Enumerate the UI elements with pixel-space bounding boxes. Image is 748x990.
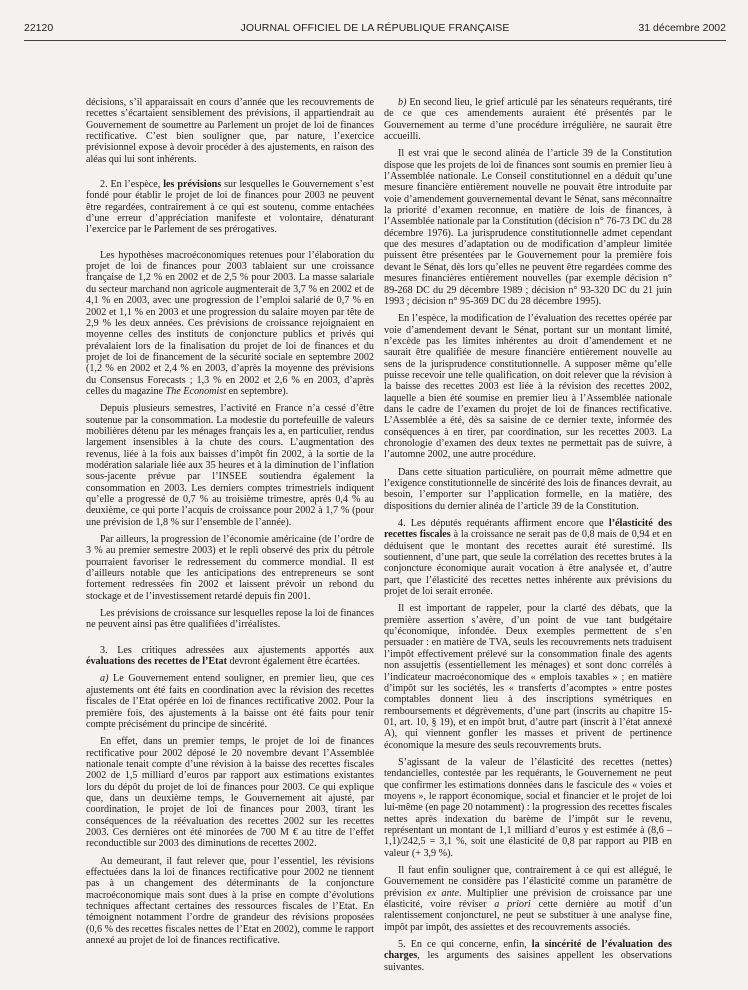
right-column: [384, 97, 672, 979]
paragraph: 3. Les critiques adressées aux ajustements apportés aux évaluations des recettes de l’Etat devront également être écartées.: [86, 644, 374, 668]
paragraph: 4. Les députés requérants affirment encore que l’élasticité des recettes fiscales à la croissance ne serait pas de 0,8 mais de 0,94 et en déduisent que le montant des recettes aurait été surestimé. Ils soutiennent, d’une part, que seule la corrélation des recettes brutes à la conjoncture économique aurait vocation à être analysée et, d’autre part, que l’élasticité des recettes nettes inhérente aux prévisions du projet de loi serait erronée.: [384, 518, 673, 598]
journal-title: JOURNAL OFFICIEL DE LA RÉPUBLIQUE FRANÇAISE: [240, 22, 510, 34]
paragraph: Il est vrai que le second alinéa de l’article 39 de la Constitution dispose que les projets de loi de finances sont soumis en premier lieu à l’Assemblée nationale. Le Conseil constitutionnel en a déduit qu’une mesure financière entièrement nouvelle ne pouvait être introduite par voie d’amendement gouvernemental devant le Sénat, sans méconnaître la priorité d’examen reconnue, en matière de lois de finances, à l’Assemblée nationale par la Constitution (décision n° 76-73 DC du 28 décembre 1976). La jurisprudence constitutionnelle admet cependant que des mesures d’adaptation ou de modification d’ampleur limitée puissent être présentées par le Gouvernement pour la première fois devant le Sénat, dès lors qu’elles ne peuvent être regardées comme des mesures financières entièrement nouvelles (par exemple décision n° 89-268 DC du 29 décembre 1989 ; décision n° 93-320 DC du 21 juin 1993 ; décision n° 95-369 DC du 28 décembre 1995).: [384, 148, 672, 307]
paragraph: Par ailleurs, la progression de l’économie américaine (de l’ordre de 3 % au premier semestre 2003) et le repli observé des prix du pétrole pourraient favoriser le redressement du commerce mondial. Il est d’ailleurs notable que les anticipations des entrepreneurs se sont fortement redressées fin 2002 et laissent prévoir un rebond du stockage et de l’investissement retardé depuis fin 2001.: [86, 534, 374, 602]
paragraph: 5. En ce qui concerne, enfin, la sincérité de l’évaluation des charges, les arguments des saisines appellent les observations suivantes.: [384, 939, 672, 973]
paragraph: Dans cette situation particulière, on pourrait même admettre que l’exigence constitutionnelle de sincérité des lois de finances devrait, au besoin, l’emporter sur l’application formelle, en la matière, des dispositions du dernier alinéa de l’article 39 de la Constitution.: [384, 466, 672, 512]
header-rule: [24, 40, 726, 41]
paragraph: décisions, s’il apparaissait en cours d’année que les recouvrements de recettes s’écartaient sensiblement des prévisions, il appartiendrait au Gouvernement de soumettre au Parlement un projet de loi de finances rectificative. C’est bien souligner que, par nature, l’exercice prévisionnel expose à devoir procéder à des ajustements, en raison des aléas qui lui sont inhérents.: [86, 97, 374, 165]
paragraph: Il faut enfin souligner que, contrairement à ce qui est allégué, le Gouvernement ne considère pas l’élasticité comme un paramètre de prévision ex ante. Multiplier une prévision de croissance par une élasticité, voire réviser a priori cette dernière au motif d’un ralentissement conjoncturel, ne peut se substituer à une analyse fine, impôt par impôt, des assiettes et des recouvrements associés.: [384, 865, 673, 933]
left-column: [86, 97, 374, 952]
page-number: 22120: [24, 22, 54, 34]
paragraph: Au demeurant, il faut relever que, pour l’essentiel, les révisions effectuées dans la loi de finances rectificative pour 2002 ne tiennent pas à un changement des déterminants de la conjoncture macroéconomique mais sont dues à la prise en compte d’évolutions techniques affectant certaines des ressources fiscales de l’Etat. En témoignent notamment l’ordre de grandeur des révisions proposées (0,6 % des recettes fiscales nettes de l’Etat en 2002), comme le rapport annexé au projet de loi de finances rectificative.: [86, 855, 374, 947]
issue-date: 31 décembre 2002: [638, 22, 726, 34]
paragraph: 2. En l’espèce, les prévisions sur lesquelles le Gouvernement s’est fondé pour établir le projet de loi de finances pour 2003 ne peuvent être regardées, contrairement à ce qui est soutenu, comme entachées d’une erreur d’appréciation manifeste et volontaire, dénaturant l’exercice par le Parlement de ses prérogatives.: [86, 179, 374, 236]
paragraph: Les hypothèses macroéconomiques retenues pour l’élaboration du projet de loi de finances pour 2003 tablaient sur une croissance française de 1,2 % en 2002 et de 2,5 % pour 2003. La masse salariale du secteur marchand non agricole augmenterait de 3,7 % en 2002 et de 4,1 % en 2003, avec une progression de l’emploi salarié de 0,7 % en 2002 et 1,1 % en 2003 et une progression du salaire moyen par tête de 2,9 % les deux années. Ces prévisions de croissance rejoignaient en moyenne celles des instituts de conjoncture publics et privés qui prévalaient lors de la finalisation du projet de loi de finances et du projet de loi de financement de la sécurité sociale en septembre 2002 (1,2 % en 2002 et 2,4 % en 2003, d’après la moyenne des prévisions du Consensus Forecasts ; 1,3 % en 2002 et 2,6 % en 2003, d’après celles du magazine The Economist en septembre).: [86, 249, 374, 397]
paragraph: b) En second lieu, le grief articulé par les sénateurs requérants, tiré de ce que ces amendements auraient été présentés par le Gouvernement au terme d’une procédure irrégulière, ne saurait être accueilli.: [384, 97, 672, 143]
paragraph: Les prévisions de croissance sur lesquelles repose la loi de finances ne peuvent ainsi pas être qualifiées d’irréalistes.: [86, 608, 374, 631]
paragraph: En l’espèce, la modification de l’évaluation des recettes opérée par voie d’amendement devant le Sénat, portant sur un montant limité, n’excède pas les limites inhérentes au droit d’amendement et ne saurait être qualifiée de mesure financière entièrement nouvelle au sens de la jurisprudence constitutionnelle. A supposer même qu’elle puisse recevoir une telle qualification, on doit relever que la révision à la baisse des recettes 2003 est liée à la révision des recettes 2002, laquelle a bien été soumise en premier lieu à l’Assemblée nationale dans le cadre de l’examen du projet de loi de finances rectificative. L’Assemblée a été, dès sa saisine de ce dernier texte, informée des conséquences à en tirer, par coordination, sur les recettes 2003. La chronologie d’examen des deux textes ne permettait pas de suivre, à l’automne 2002, une autre procédure.: [384, 313, 672, 461]
paragraph: En effet, dans un premier temps, le projet de loi de finances rectificative pour 2002 déposé le 20 novembre devant l’Assemblée nationale tenait compte d’une révision à la baisse des recettes fiscales 2002 de 1,5 milliard d’euros par rapport aux estimations existantes lors du dépôt du projet de loi de finances pour 2003. Ce qui explique que, dans un deuxième temps, le Gouvernement ait ajusté, par coordination, le projet de loi de finances pour 2003, tirant les conséquences de la réévaluation des recettes 2002 sur les recettes 2003. Ces dernières ont été minorées de 700 M € au titre de l’effet reconductible sur 2003 des diminutions de recettes 2002.: [86, 736, 374, 850]
paragraph: Il est important de rappeler, pour la clarté des débats, que la première assertion s’avère, d’un point de vue tant budgétaire qu’économique, infondée. Deux exemples permettent de s’en persuader : en matière de TVA, seuls les recouvrements nets traduisent l’impôt effectivement prélevé sur la consommation finale des agents non assujettis (essentiellement les ménages) et sont donc corrélés à l’indicateur macroéconomique des « emplois taxables » ; en matière d’impôt sur les sociétés, les « transferts d’acomptes » entre postes comptables donnent lieu à des inscriptions symétriques en remboursements et dégrèvements, d’une part (inscrits au chapitre 15-01, art. 10, § 19), et en impôt brut, d’autre part (inscrit à l’état annexé A), qui viennent gonfler les masses et privent de pertinence économique la mesure des seuls recouvrements bruts.: [384, 603, 672, 751]
paragraph: a) Le Gouvernement entend souligner, en premier lieu, que ces ajustements ont été faits en coordination avec la révision des recettes fiscales de l’Etat opérée en loi de finances rectificative 2002. Pour la première fois, des ajustements à la baisse ont été faits pour tenir compte précisément du principe de sincérité.: [86, 673, 374, 730]
paragraph: Depuis plusieurs semestres, l’activité en France n’a cessé d’être soutenue par la consommation. La modestie du portefeuille de valeurs mobilières détenu par les ménages français les a, en particulier, rendus largement insensibles à la chute des cours. L’augmentation des revenus, liée à la fois aux baisses d’impôt fin 2002, à la sortie de la modération salariale liée aux 35 heures et à la diminution de l’inflation sous-jacente prévue par l’INSEE soutiendra également la consommation en 2003. Les derniers comptes trimestriels indiquent qu’elle a progressé de 0,7 % au troisième trimestre, après 0,4 % au deuxième, ce qui porte l’acquis de croissance pour 2002 à 1,7 % (pour une prévision de 1,8 % sur l’ensemble de l’année).: [86, 403, 374, 528]
page-header: [24, 22, 726, 36]
paragraph: S’agissant de la valeur de l’élasticité des recettes (nettes) tendancielles, contestée par les requérants, le Gouvernement ne peut que confirmer les estimations données dans le fascicule des « voies et moyens », le rapport économique, social et financier et le projet de loi lui-même (en page 20 notamment) : la progression des recettes fiscales nettes après indexation du barème de l’impôt sur le revenu, représentant un montant de 1,1 milliard d’euros y est estimée à (8,6 – 1,1)/242,5 = 3,1 %, soit une élasticité de 0,8 par rapport au PIB en valeur (+ 3,9 %).: [384, 756, 672, 859]
